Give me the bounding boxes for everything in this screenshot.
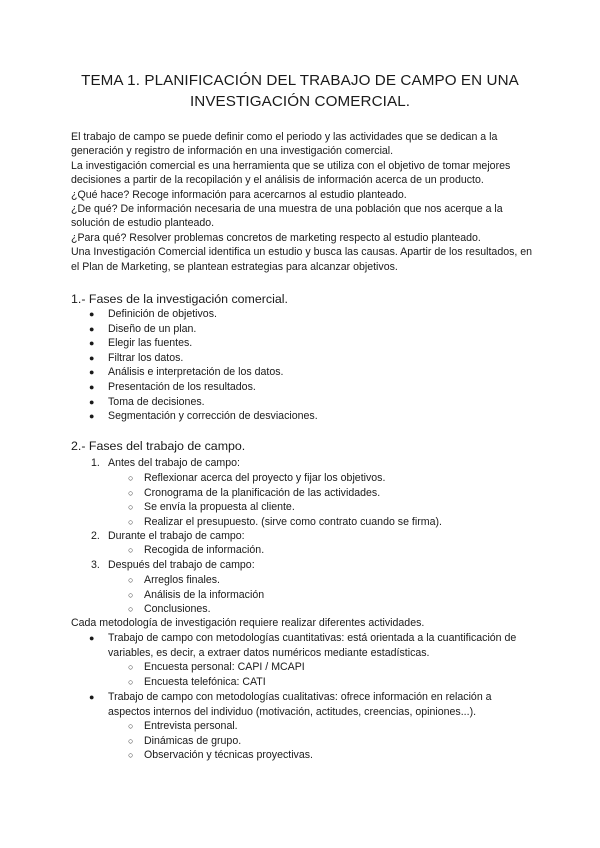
- section-1-list: [89, 307, 318, 424]
- title-line-1: TEMA 1. PLANIFICACIÓN DEL TRABAJO DE CAMPO EN UNA: [81, 72, 519, 89]
- list-item: ○ Observación y técnicas proyectivas.: [128, 749, 313, 762]
- intro-paragraph: El trabajo de campo se puede definir como el periodo y las actividades que se dedican a la generación y registro de información en una investigación comercial.: [71, 131, 498, 158]
- sub-bullet-icon: ○: [128, 473, 134, 483]
- intro-paragraph: ¿Qué hace? Recoge información para acercarnos al estudio planteado.: [71, 188, 407, 201]
- quantitative-method: Trabajo de campo con metodologías cuantitativas: está orientada a la cuantificación de variables, es decir, a extraer datos numéricos mediante estadísticas.: [108, 632, 517, 659]
- bullet-icon: ●: [89, 338, 95, 349]
- list-item: ○ Se envía la propuesta al cliente.: [128, 501, 295, 514]
- list-item: ○ Dinámicas de grupo.: [128, 734, 242, 747]
- list-item: ● Definición de objetivos.: [89, 308, 217, 320]
- phase-2: [91, 529, 245, 544]
- phase-number: 1.: [91, 457, 100, 469]
- sub-bullet-icon: ○: [128, 676, 134, 687]
- phase-label: Durante el trabajo de campo:: [108, 530, 245, 542]
- sub-bullet-icon: ○: [128, 662, 134, 672]
- methods-intro: Cada metodología de investigación requiere realizar diferentes actividades.: [71, 617, 425, 629]
- methods-list-2: [89, 690, 528, 719]
- list-item: ● Análisis e interpretación de los datos.: [89, 366, 284, 379]
- list-item: ○ Realizar el presupuesto. (sirve como contrato cuando se firma).: [128, 515, 442, 528]
- list-item: ● Toma de decisiones.: [89, 395, 205, 408]
- sub-bullet-icon: ○: [128, 575, 134, 585]
- sub-bullet-icon: ○: [128, 516, 134, 527]
- list-item: ○ Análisis de la información: [128, 588, 265, 601]
- list-item: ● Filtrar los datos.: [89, 351, 184, 364]
- bullet-icon: ●: [89, 692, 95, 702]
- list-item: ○ Cronograma de la planificación de las actividades.: [128, 486, 381, 499]
- page-title: [60, 70, 540, 112]
- sub-bullet-icon: ○: [128, 735, 134, 746]
- sub-bullet-icon: ○: [128, 750, 134, 761]
- sub-bullet-icon: ○: [128, 502, 134, 513]
- qualitative-list: [128, 719, 313, 763]
- list-item: ● Presentación de los resultados.: [89, 380, 256, 393]
- intro-paragraph: ¿De qué? De información necesaria de una muestra de una población que nos acerque a la solución de estudio planteado.: [71, 203, 503, 230]
- phase-number: 2.: [91, 530, 100, 542]
- title-line-2: INVESTIGACIÓN COMERCIAL.: [189, 93, 411, 110]
- list-item: [89, 690, 528, 719]
- list-item: ○ Encuesta telefónica: CATI: [128, 675, 266, 688]
- bullet-icon: ●: [89, 381, 95, 392]
- sub-bullet-icon: ○: [128, 589, 134, 600]
- phase-1-list: [128, 471, 442, 529]
- bullet-icon: ●: [89, 411, 95, 422]
- intro-block: [71, 130, 539, 274]
- bullet-icon: ●: [89, 633, 95, 643]
- methods-list: [89, 631, 528, 660]
- quantitative-list: [128, 660, 305, 689]
- list-item: ○ Encuesta personal: CAPI / MCAPI: [128, 661, 305, 673]
- phase-2-list: [128, 543, 265, 558]
- phase-3: [91, 558, 255, 573]
- section-2-heading: 2.- Fases del trabajo de campo.: [71, 439, 246, 453]
- list-item: ○ Recogida de información.: [128, 544, 265, 556]
- bullet-icon: ●: [89, 309, 95, 319]
- bullet-icon: ●: [89, 352, 95, 363]
- phase-label: Antes del trabajo de campo:: [108, 457, 240, 469]
- sub-bullet-icon: ○: [128, 604, 134, 615]
- qualitative-method: Trabajo de campo con metodologías cualitativas: ofrece información en relación a aspectos internos del individuo (motivación, actitudes, creencias, opiniones...).: [108, 691, 492, 718]
- sub-bullet-icon: ○: [128, 545, 134, 555]
- bullet-icon: ●: [89, 323, 95, 334]
- sub-bullet-icon: ○: [128, 487, 134, 498]
- list-item: ○ Reflexionar acerca del proyecto y fijar los objetivos.: [128, 472, 386, 484]
- sub-bullet-icon: ○: [128, 721, 134, 731]
- section-1-heading: 1.- Fases de la investigación comercial.: [71, 292, 288, 306]
- phase-1: [91, 456, 240, 471]
- list-item: ● Segmentación y corrección de desviaciones.: [89, 410, 318, 423]
- list-item: ○ Arreglos finales.: [128, 574, 220, 586]
- list-item: [89, 631, 528, 660]
- intro-paragraph: ¿Para qué? Resolver problemas concretos de marketing respecto al estudio planteado.: [71, 231, 481, 244]
- phase-number: 3.: [91, 559, 100, 571]
- list-item: ○ Conclusiones.: [128, 603, 211, 616]
- list-item: ● Elegir las fuentes.: [89, 337, 193, 350]
- bullet-icon: ●: [89, 367, 95, 378]
- list-item: ○ Entrevista personal.: [128, 720, 238, 732]
- intro-paragraph: Una Investigación Comercial identifica un estudio y busca las causas. Apartir de los resultados, en el Plan de Marketing, se plantean estrategias para alcanzar objetivos.: [71, 246, 533, 273]
- phase-3-list: [128, 573, 265, 617]
- list-item: ● Diseño de un plan.: [89, 322, 197, 335]
- phase-label: Después del trabajo de campo:: [108, 559, 255, 571]
- bullet-icon: ●: [89, 396, 95, 407]
- intro-paragraph: La investigación comercial es una herramienta que se utiliza con el objetivo de tomar mejores decisiones a partir de la recopilación y el análisis de información acerca de un producto.: [71, 159, 511, 187]
